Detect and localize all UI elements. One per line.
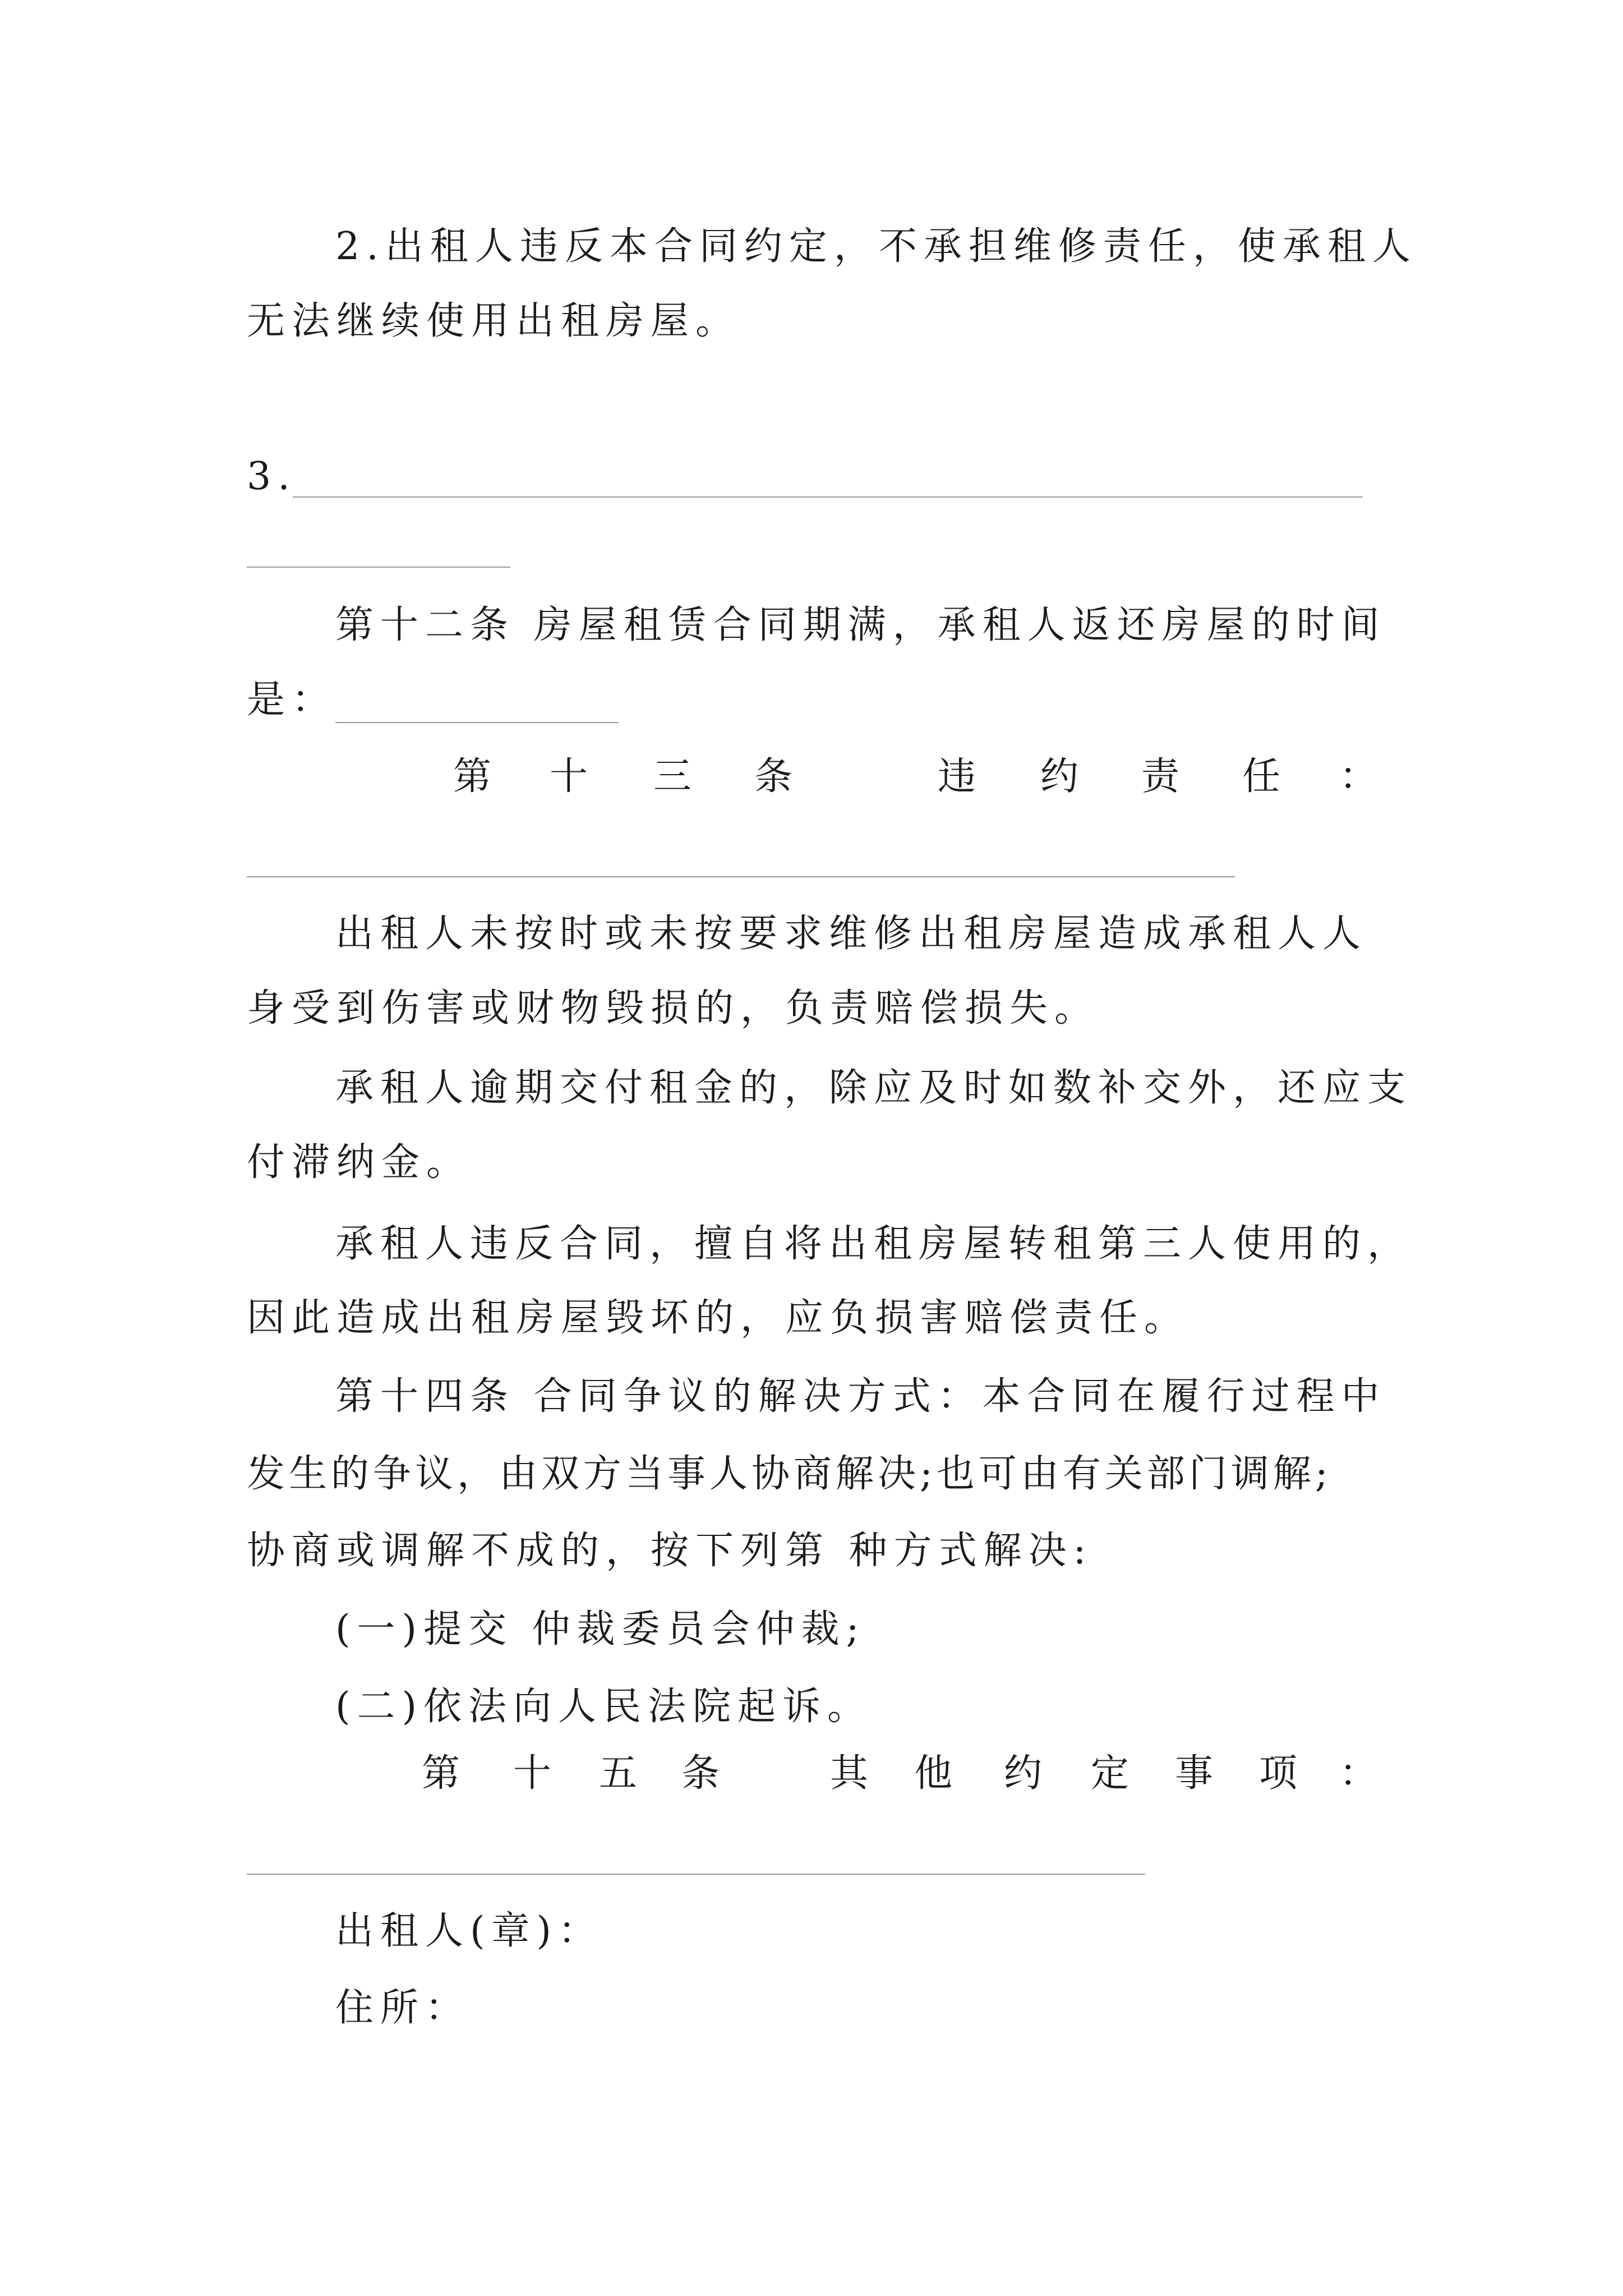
clause-13-char-7: 任 <box>1242 754 1281 799</box>
clause-12-blank-line <box>335 722 619 723</box>
clause-15-char-2: 五 <box>599 1751 638 1796</box>
clause-15-char-1: 十 <box>513 1751 552 1796</box>
item-3-blank-line <box>293 496 1363 498</box>
paragraph-sublet-line-1: 承租人违反合同，擅自将出租房屋转租第三人使用的， <box>335 1222 1413 1266</box>
clause-15-char-7: 定 <box>1091 1751 1129 1796</box>
clause-15-char-9: 项 <box>1259 1751 1298 1796</box>
clause-15-char-0: 第 <box>422 1751 460 1796</box>
clause-13-char-4: 违 <box>938 754 976 799</box>
clause-13-char-0: 第 <box>453 754 492 799</box>
clause-14-line-1: 第十四条 合同争议的解决方式：本合同在履行过程中 <box>335 1374 1386 1419</box>
clause-15-char-3: 条 <box>681 1751 720 1796</box>
clause-11-item-2-line-1: 2.出租人违反本合同约定，不承担维修责任，使承租人 <box>335 224 1417 269</box>
address-label: 住所： <box>335 1986 471 2030</box>
clause-11-item-3-number: 3. <box>247 454 297 499</box>
clause-13-char-6: 责 <box>1141 754 1180 799</box>
clause-15-char-8: 事 <box>1175 1751 1214 1796</box>
paragraph-repair-line-1: 出租人未按时或未按要求维修出租房屋造成承租人人 <box>335 912 1368 956</box>
clause-15-blank-line <box>247 1874 1145 1875</box>
item-3-blank-line-continued <box>247 567 510 568</box>
clause-12-line-1: 第十二条 房屋租赁合同期满，承租人返还房屋的时间 <box>335 603 1386 647</box>
clause-13-blank-line <box>247 876 1235 877</box>
clause-15-char-6: 约 <box>1004 1751 1043 1796</box>
paragraph-late-rent-line-2: 付滞纳金。 <box>247 1140 472 1185</box>
paragraph-late-rent-line-1: 承租人逾期交付租金的，除应及时如数补交外，还应支 <box>335 1066 1413 1110</box>
paragraph-repair-line-2: 身受到伤害或财物毁损的，负责赔偿损失。 <box>247 986 1100 1030</box>
clause-15-char-4: 其 <box>830 1751 869 1796</box>
clause-13-char-3: 条 <box>754 754 793 799</box>
dispute-option-2: (二)依法向人民法院起诉。 <box>335 1685 873 1729</box>
clause-13-char-2: 三 <box>653 754 692 799</box>
clause-12-line-2: 是： <box>247 678 337 722</box>
clause-15-char-5: 他 <box>914 1751 953 1796</box>
lessor-seal-label: 出租人(章)： <box>335 1909 603 1953</box>
clause-13-char-1: 十 <box>550 754 588 799</box>
dispute-option-1: (一)提交 仲裁委员会仲裁; <box>335 1607 866 1651</box>
clause-11-item-2-line-2: 无法继续使用出租房屋。 <box>247 299 741 343</box>
clause-14-line-3: 协商或调解不成的，按下列第 种方式解决: <box>247 1529 1093 1573</box>
clause-13-char-5: 约 <box>1040 754 1079 799</box>
clause-15-char-10: ： <box>1339 1751 1378 1796</box>
clause-13-char-8: ： <box>1339 754 1378 799</box>
paragraph-sublet-line-2: 因此造成出租房屋毁坏的，应负损害赔偿责任。 <box>247 1296 1189 1340</box>
clause-14-line-2: 发生的争议，由双方当事人协商解决;也可由有关部门调解; <box>247 1452 1332 1496</box>
